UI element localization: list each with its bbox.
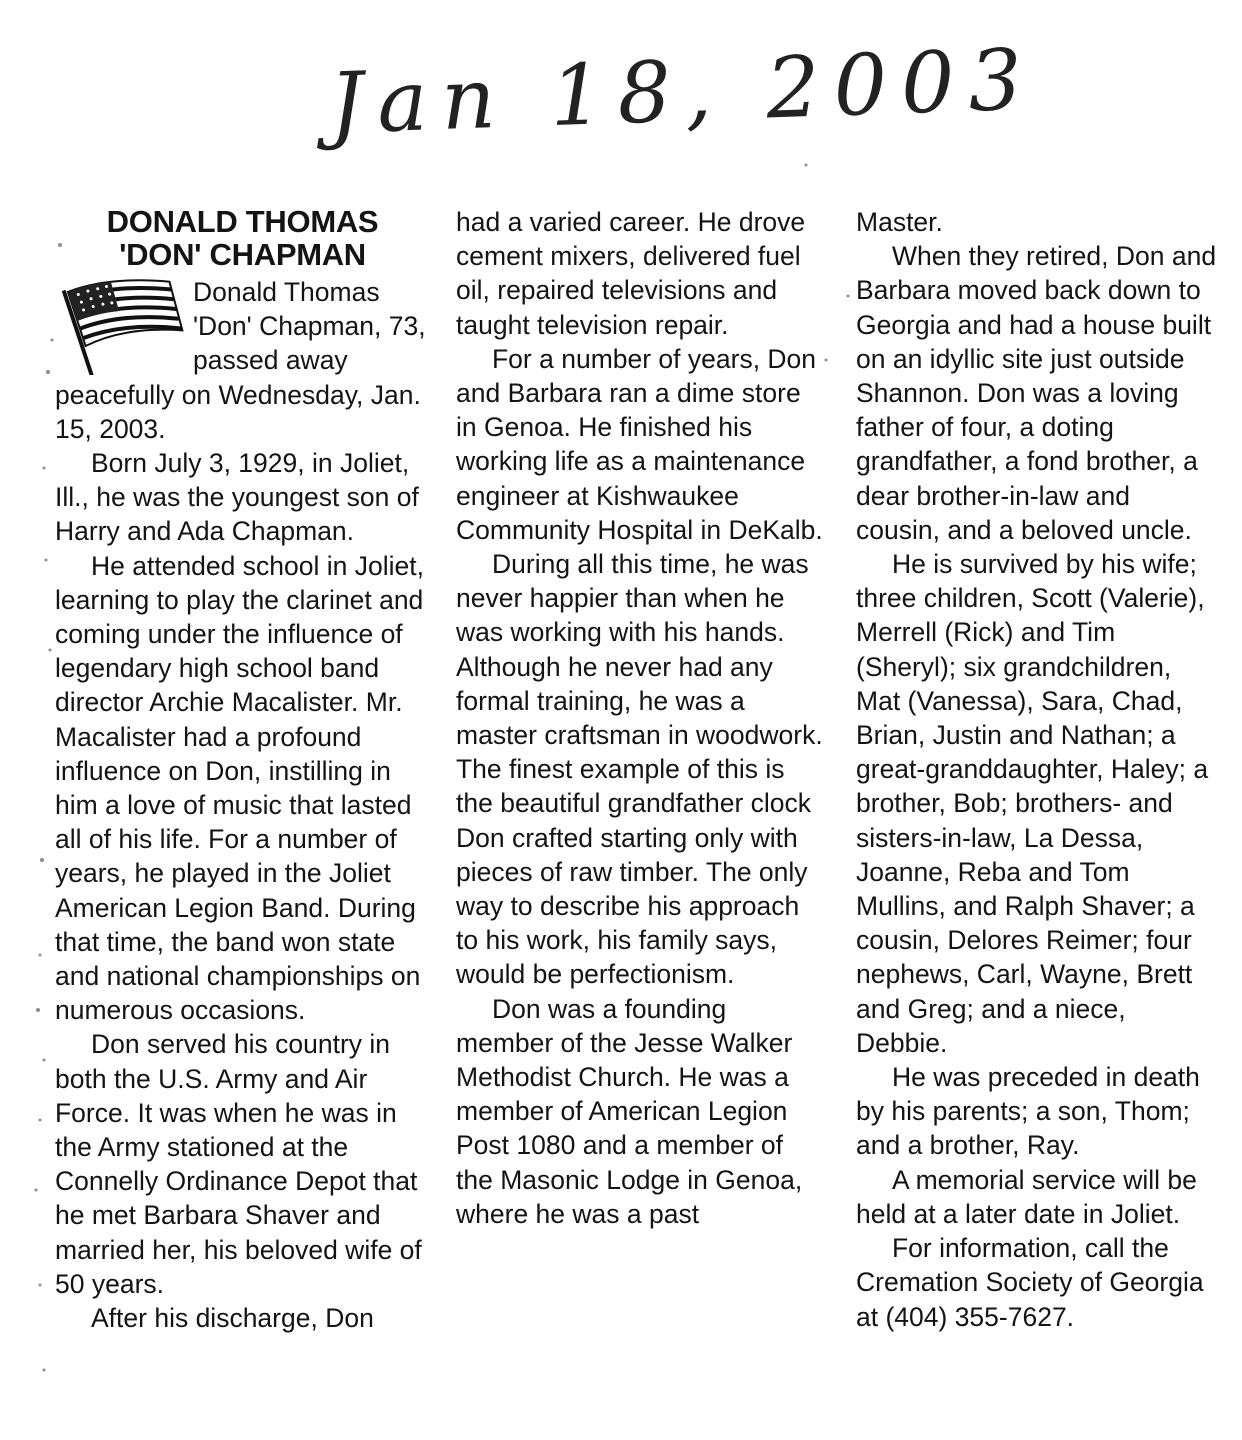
paragraph: For information, call the Cremation Society of Georgia at (404) 355-7627. — [856, 1233, 1204, 1332]
paragraph: had a varied career. He drove cement mixers, delivered fuel oil, repaired televisions and taught television repair. — [456, 207, 806, 340]
paragraph: After his discharge, Don — [91, 1303, 374, 1334]
paragraph: For a number of years, Don and Barbara ran a dime store in Genoa. He finished his working life as a maintenance engineer at Kishwaukee Community Hospital in DeKalb. — [456, 343, 823, 545]
handwritten-date: Jan 18, 2003 — [327, 30, 1038, 153]
paragraph: During all this time, he was never happier than when he was working with his hands. Although he never had any formal training, he was a master craftsman in woodwork. The finest example of this is the beautiful grandfather clock Don crafted starting only with pieces of raw timber. The only way to describe his approach to his work, his family says, would be perfectionism. — [456, 549, 823, 990]
paragraph: When they retired, Don and Barbara moved back down to Georgia and had a house built on an idyllic site just outside Shannon. Don was a loving father of four, a doting grandfather, a fond brother, a dear brother-in-law and cousin, and a beloved uncle. — [856, 241, 1217, 545]
paragraph: Don was a founding member of the Jesse Walker Methodist Church. He was a member of American Legion Post 1080 and a member of the Masonic Lodge in Genoa, where he was a past — [456, 993, 803, 1229]
paragraph: He attended school in Joliet, learning to play the clarinet and coming under the influence of legendary high school band director Archie Macalister. Mr. Macalister had a profound influence on Don, instilling in him a love of music that lasted all of his life. For a number of years, he played in the Joliet American Legion Band. During that time, the band won state and national championships on numerous occasions. — [55, 550, 424, 1026]
paragraph: Master. — [856, 207, 943, 237]
headline-line-1: DONALD THOMAS — [106, 204, 379, 239]
american-flag-icon — [55, 275, 185, 375]
column-3 — [856, 205, 1221, 1334]
obituary-headline — [55, 205, 430, 271]
paragraph: Donald Thomas 'Don' Chapman, 73, passed away peacefully on Wednesday, Jan. 15, 2003. — [55, 277, 426, 444]
paragraph: A memorial service will be held at a later date in Joliet. — [856, 1164, 1197, 1229]
paragraph: He was preceded in death by his parents; a son, Thom; and a brother, Ray. — [856, 1062, 1200, 1161]
paragraph: Born July 3, 1929, in Joliet, Ill., he was the youngest son of Harry and Ada Chapman. — [55, 448, 419, 547]
paragraph: Don served his country in both the U.S. Army and Air Force. It was when he was in the Army stationed at the Connelly Ordinance Depot that he met Barbara Shaver and married her, his beloved wife of 50 years. — [55, 1029, 422, 1299]
paragraph: He is survived by his wife; three children, Scott (Valerie), Merrell (Rick) and Tim (Sheryl); six grandchildren, Mat (Vanessa), Sara, Chad, Brian, Justin and Nathan; a great-granddaughter, Haley; a brother, Bob; brothers- and sisters-in-law, La Dessa, Joanne, Reba and Tom Mullins, and Ralph Shaver; a cousin, Delores Reimer; four nephews, Carl, Wayne, Brett and Greg; and a niece, Debbie. — [856, 549, 1209, 1058]
headline-line-2: 'DON' CHAPMAN — [119, 237, 366, 272]
column-2 — [456, 205, 826, 1231]
column-1 — [55, 205, 430, 1335]
